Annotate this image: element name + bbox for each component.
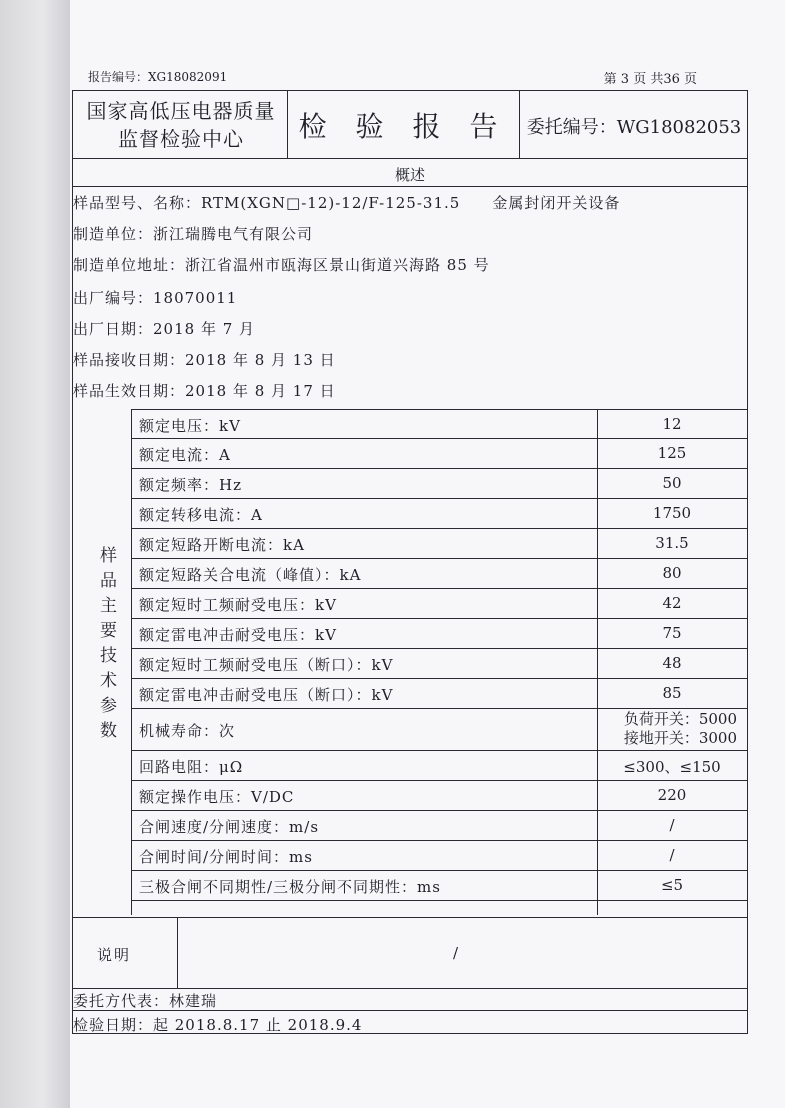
param-value: 85 [662, 684, 682, 702]
param-value: 50 [662, 474, 682, 492]
param-value-line1: 负荷开关：5000 [623, 710, 737, 728]
param-value: 75 [662, 624, 682, 642]
binding-edge [0, 0, 70, 1108]
param-name: 额定短路开断电流：kA [139, 536, 305, 554]
param-row [131, 499, 747, 529]
org-name-line2: 监督检验中心 [118, 127, 244, 151]
param-name: 三极合闸不同期性/三极分闸不同期性：ms [139, 878, 441, 896]
param-name: 额定雷电冲击耐受电压（断口）：kV [139, 686, 394, 704]
param-name: 额定电压：kV [139, 417, 241, 435]
param-value: 220 [657, 786, 687, 804]
org-name [77, 97, 285, 153]
receipt-date: 样品接收日期：2018 年 8 月 13 日 [73, 351, 336, 369]
report-number: 报告编号：XG18082091 [88, 70, 228, 84]
manufacturer: 制造单位：浙江瑞腾电气有限公司 [73, 225, 314, 243]
param-name: 额定短路关合电流（峰值）：kA [139, 566, 362, 584]
param-row [131, 781, 747, 811]
production-date: 出厂日期：2018 年 7 月 [73, 320, 256, 338]
param-value: 48 [662, 654, 682, 672]
param-value: 12 [662, 415, 682, 433]
param-row [131, 751, 747, 781]
param-name: 额定短时工频耐受电压：kV [139, 596, 337, 614]
test-date: 检验日期：起 2018.8.17 止 2018.9.4 [73, 1016, 363, 1034]
overview-heading-row [73, 159, 747, 187]
client-representative: 委托方代表：林建瑞 [73, 992, 218, 1010]
overview-heading: 概述 [394, 166, 425, 184]
param-row [131, 529, 747, 559]
org-name-line1: 国家高低压电器质量 [86, 99, 276, 123]
effective-date: 样品生效日期：2018 年 8 月 17 日 [73, 382, 336, 400]
param-value: ≤300、≤150 [623, 758, 721, 776]
param-row [131, 649, 747, 679]
param-value: ≤5 [660, 876, 684, 894]
param-row [131, 439, 747, 469]
param-row [131, 469, 747, 499]
param-name: 回路电阻：μΩ [139, 758, 244, 776]
title-row [73, 91, 747, 159]
param-row [131, 589, 747, 619]
param-row [131, 679, 747, 709]
param-value: 31.5 [655, 534, 689, 552]
page-info: 第 3 页 共36 页 [603, 72, 697, 87]
param-name: 合闸速度/分闸速度：m/s [139, 818, 320, 836]
param-name: 额定雷电冲击耐受电压：kV [139, 626, 337, 644]
report-table [72, 90, 748, 1034]
param-row [131, 841, 747, 871]
param-value: / [669, 816, 675, 834]
remarks-label: 说明 [97, 946, 132, 964]
param-row [131, 871, 747, 901]
param-name: 额定操作电压：V/DC [139, 788, 295, 806]
param-row [131, 811, 747, 841]
serial-number: 出厂编号：18070011 [73, 289, 238, 307]
param-row [131, 409, 747, 439]
test-date-row [73, 1011, 747, 1035]
param-name: 额定电流：A [139, 446, 231, 464]
remarks-row [73, 917, 747, 989]
param-name: 额定短时工频耐受电压（断口）：kV [139, 656, 394, 674]
param-name: 合闸时间/分闸时间：ms [139, 848, 313, 866]
param-row [131, 709, 747, 751]
param-value: 80 [662, 564, 682, 582]
param-value-line2: 接地开关：3000 [623, 729, 737, 747]
param-row [131, 559, 747, 589]
commission-number: 委托编号：WG18082053 [526, 117, 742, 138]
report-title: 检 验 报 告 [298, 110, 508, 143]
client-rep-row [73, 989, 747, 1011]
manufacturer-address: 制造单位地址：浙江省温州市瓯海区景山街道兴海路 85 号 [73, 256, 490, 274]
param-row [131, 619, 747, 649]
param-name: 额定转移电流：A [139, 506, 263, 524]
params-side-label: 样品主要技术参数 [96, 546, 116, 746]
param-value: 1750 [652, 504, 692, 522]
sample-model: 样品型号、名称：RTM(XGN□-12)-12/F-125-31.5 金属封闭开关设备 [73, 194, 621, 212]
param-name: 额定频率：Hz [139, 476, 242, 494]
remarks-value: / [453, 944, 459, 962]
param-name: 机械寿命：次 [139, 722, 236, 740]
param-value [597, 710, 737, 748]
param-value: 125 [657, 444, 687, 462]
param-value: / [669, 846, 675, 864]
param-value: 42 [662, 594, 682, 612]
